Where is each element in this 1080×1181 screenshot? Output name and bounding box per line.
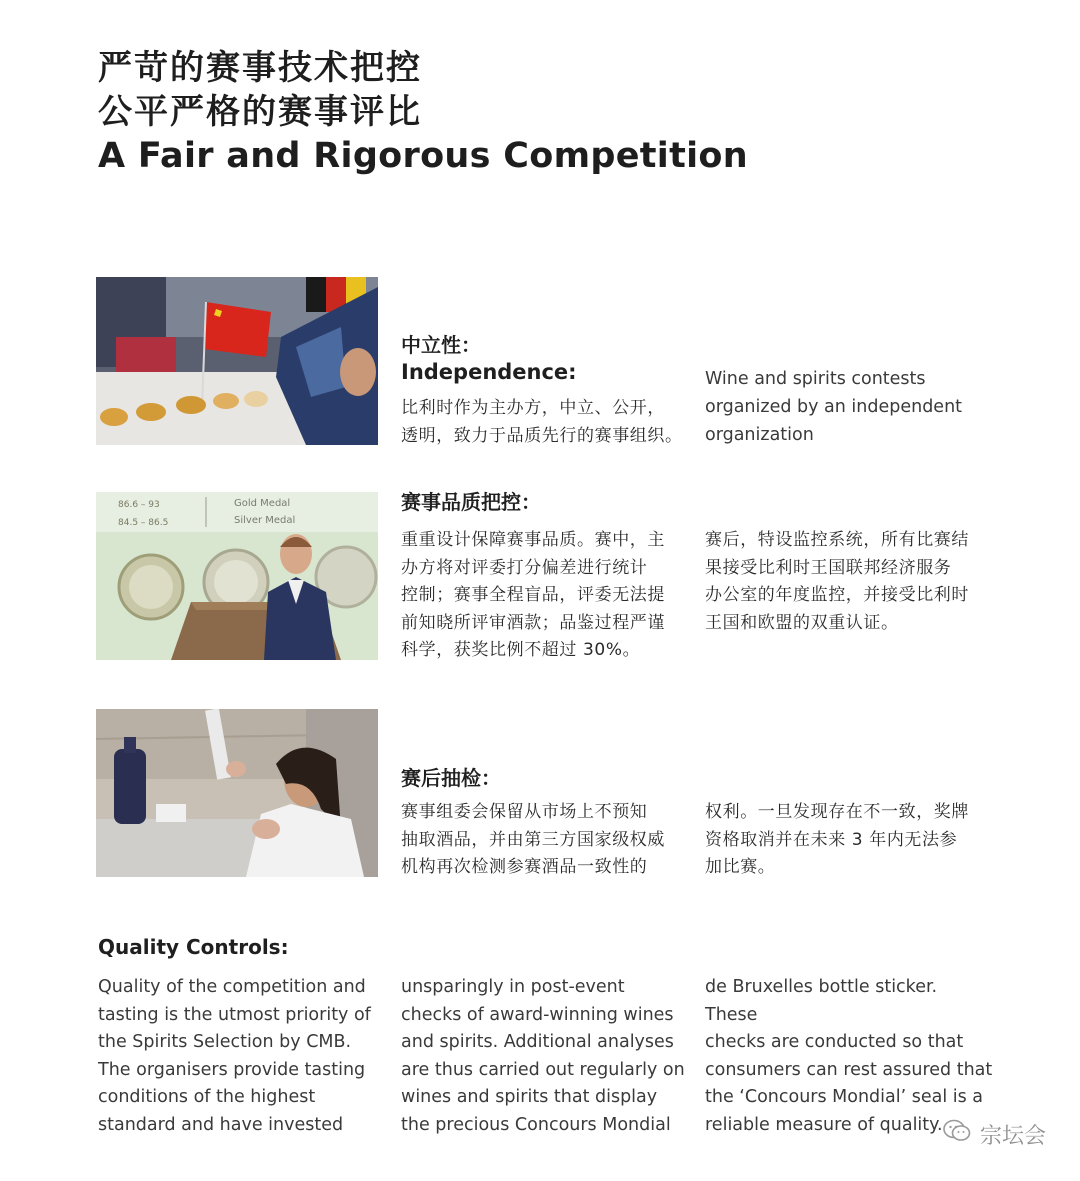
text-line: Wine and spirits contests: [705, 369, 926, 389]
inspection-text-col1: [401, 799, 665, 882]
text-line: 前知晓所评审酒款；品鉴过程严谨: [401, 612, 665, 633]
silver-label: Silver Medal: [234, 515, 296, 526]
quality-controls-col3: [705, 974, 995, 1139]
photo-tasting-flag: [96, 277, 378, 445]
gold-label: Gold Medal: [234, 498, 291, 509]
quality-text-col1: [401, 527, 665, 665]
text-line: checks are conducted so that: [705, 1032, 964, 1052]
text-line: 科学，获奖比例不超过 30%。: [401, 640, 641, 660]
text-line: are thus carried out regularly on: [401, 1059, 685, 1080]
photo-speaker-medals: [96, 492, 378, 660]
range-label-2: 84.5 – 86.5: [118, 518, 169, 528]
text-line: the ‘Concours Mondial’ seal is a: [705, 1087, 984, 1107]
quality-text-col2: [705, 527, 969, 637]
text-line: 加比赛。: [705, 857, 776, 877]
photo-lab-inspection: [96, 709, 378, 877]
independence-text-en: [705, 365, 962, 449]
text-line: conditions of the highest: [98, 1087, 316, 1107]
quality-controls-heading: Quality Controls:: [98, 935, 289, 959]
text-line: 办公室的年度监控，并接受比利时: [705, 585, 969, 605]
text-line: de Bruxelles bottle sticker. These: [705, 977, 938, 1025]
text-line: 赛事组委会保留从市场上不预知: [401, 802, 648, 822]
text-line: 资格取消并在未来 3 年内无法参: [705, 829, 958, 850]
text-line: 权利。一旦发现存在不一致，奖牌: [705, 802, 969, 822]
watermark-text: 宗坛会: [979, 1123, 1046, 1149]
watermark: [942, 1118, 1046, 1150]
text-line: 透明，致力于品质先行的赛事组织。: [401, 425, 683, 446]
quality-controls-col2: [401, 974, 701, 1139]
text-line: consumers can rest assured that: [705, 1059, 993, 1080]
text-line: 控制；赛事全程盲品，评委无法提: [401, 585, 665, 605]
text-line: 王国和欧盟的双重认证。: [705, 612, 899, 633]
text-line: 机构再次检测参赛酒品一致性的: [401, 857, 648, 877]
text-line: standard and have invested: [98, 1114, 344, 1135]
text-line: wines and spirits that display: [401, 1087, 658, 1107]
text-line: tasting is the utmost priority of: [98, 1004, 371, 1025]
text-line: the precious Concours Mondial: [401, 1114, 671, 1135]
text-line: reliable measure of quality.: [705, 1114, 943, 1135]
independence-heading-zh: 中立性：: [401, 333, 481, 357]
inspection-text-col2: [705, 799, 969, 882]
text-line: Quality of the competition and: [98, 977, 366, 997]
inspection-heading-zh: 赛后抽检：: [401, 766, 501, 790]
quality-controls-col1: [98, 974, 398, 1139]
text-line: 果接受比利时王国联邦经济服务: [705, 557, 952, 578]
text-line: unsparingly in post-event: [401, 977, 625, 997]
text-line: 赛后，特设监控系统，所有比赛结: [705, 530, 969, 550]
title-line-zh-1: 严苛的赛事技术把控: [98, 48, 422, 88]
text-line: organization: [705, 425, 814, 445]
text-line: the Spirits Selection by CMB.: [98, 1032, 352, 1052]
independence-heading-en: Independence:: [401, 360, 577, 384]
text-line: 抽取酒品，并由第三方国家级权威: [401, 829, 665, 850]
text-line: checks of award-winning wines: [401, 1004, 674, 1025]
title-line-zh-2: 公平严格的赛事评比: [98, 92, 422, 132]
range-label-1: 86.6 – 93: [118, 500, 160, 510]
independence-text-zh: [401, 395, 683, 450]
text-line: 比利时作为主办方，中立、公开，: [401, 398, 665, 418]
text-line: organized by an independent: [705, 397, 963, 417]
text-line: The organisers provide tasting: [98, 1059, 366, 1080]
wechat-icon: [942, 1118, 972, 1150]
text-line: 重重设计保障赛事品质。赛中，主: [401, 530, 665, 550]
text-line: and spirits. Additional analyses: [401, 1032, 674, 1052]
text-line: 办方将对评委打分偏差进行统计: [401, 557, 648, 578]
quality-heading-zh: 赛事品质把控：: [401, 490, 541, 514]
title-line-en: A Fair and Rigorous Competition: [98, 136, 748, 176]
